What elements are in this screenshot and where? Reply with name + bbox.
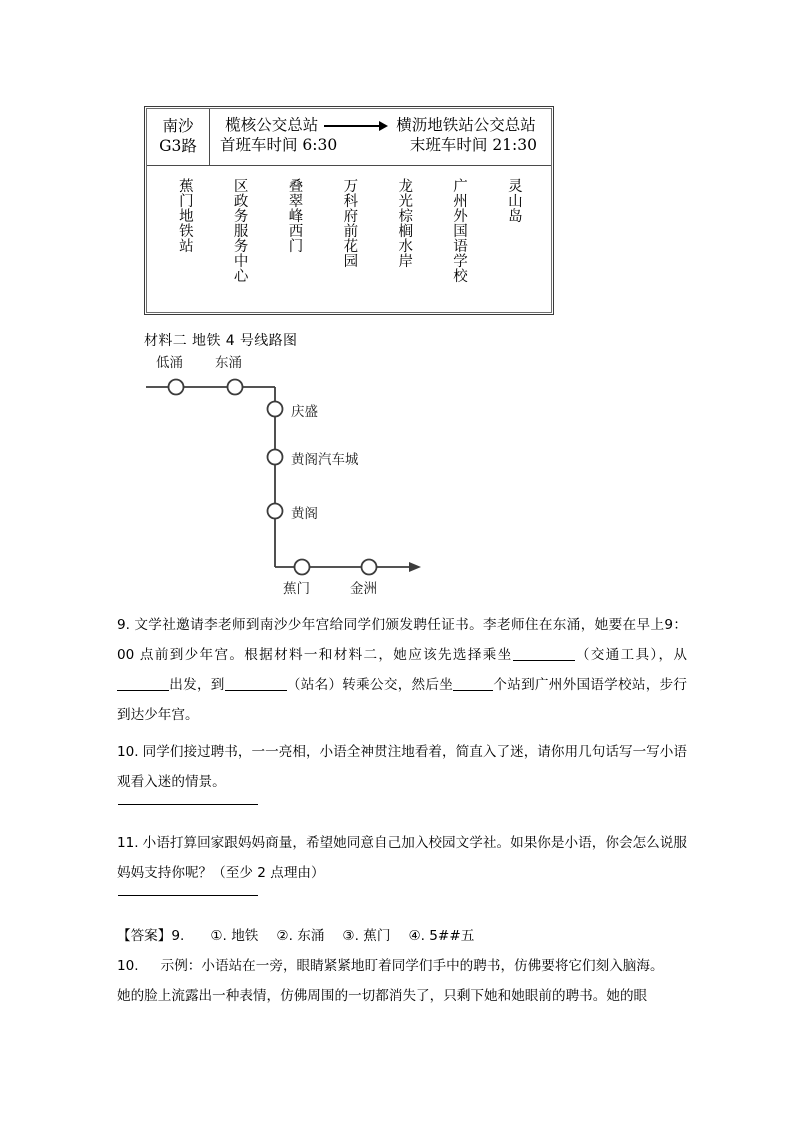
- bus-stop-item: 龙光棕榈水岸: [396, 177, 413, 268]
- metro-station-label-huangge-auto-city: 黄阁汽车城: [291, 452, 359, 468]
- answer-9-row: [117, 921, 692, 951]
- metro-line-diagram: [144, 355, 464, 595]
- bus-stop-item: 灵山岛: [505, 177, 522, 223]
- answer-10-text-line2: 她的脸上流露出一种表情，仿佛周围的一切都消失了，只剩下她和她眼前的聘书。她的眼: [117, 988, 648, 1004]
- metro-station-label-huangge: 黄阁: [291, 506, 318, 522]
- metro-station-dot: [295, 560, 310, 575]
- answer-9-item: ③. 蕉门: [342, 928, 391, 944]
- metro-line-svg: [144, 355, 464, 595]
- answer-9-item: ①. 地铁: [210, 928, 259, 944]
- metro-station-dot: [228, 380, 243, 395]
- bus-stop-item: 蕉门地铁站: [176, 177, 193, 253]
- question-10-text: 同学们接过聘书，一一亮相，小语全神贯注地看着，简直入了迷，请你用几句话写一写小语观看入迷的情景。: [117, 744, 687, 790]
- bus-stop-item: 区政务服务中心: [231, 177, 248, 283]
- question-9-number: 9.: [117, 617, 130, 633]
- answer-9-item: ④. 5##五: [408, 928, 475, 944]
- metro-station-label-dongchong: 东涌: [215, 355, 242, 371]
- question-9-text-part5: （站名）转乘公交，然后坐: [286, 677, 454, 693]
- question-11-answer-line[interactable]: [118, 895, 258, 896]
- question-9-blank-4[interactable]: [453, 690, 493, 691]
- last-bus-time: 末班车时间 21:30: [409, 136, 537, 155]
- metro-station-dot: [268, 504, 283, 519]
- bus-route-table-inner: [146, 108, 552, 313]
- question-9-text-part7: 到达少年宫。: [117, 707, 199, 723]
- bus-route-header-row: [147, 109, 551, 166]
- question-10: [117, 737, 687, 797]
- question-9-blank-2[interactable]: [117, 690, 169, 691]
- bus-times-row: [218, 135, 543, 156]
- answer-10-continuation: [117, 981, 692, 1011]
- answer-10-row: [117, 951, 692, 981]
- answer-9-number: 9.: [171, 928, 185, 944]
- answer-10-prefix: 示例：: [160, 958, 202, 974]
- question-9-text-part6: 个站到广州外国语学校站，步行: [493, 677, 688, 693]
- metro-station-dot: [268, 402, 283, 417]
- bus-route-number: G3路: [159, 137, 197, 156]
- bus-route-area: 南沙: [162, 117, 194, 135]
- metro-station-label-jiaomen: 蕉门: [283, 581, 310, 597]
- metro-station-dot: [169, 380, 184, 395]
- question-9-text-part4: 出发，到: [169, 677, 225, 693]
- metro-station-label-jinzhou: 金洲: [350, 581, 377, 597]
- bus-route-header-info: [210, 109, 551, 165]
- metro-station-label-qingsheng: 庆盛: [291, 404, 318, 420]
- bus-stop-item: 万科府前花园: [341, 177, 358, 268]
- question-9-blank-3[interactable]: [225, 690, 287, 691]
- question-11-text: 小语打算回家跟妈妈商量，希望她同意自己加入校园文学社。如果你是小语，你会怎么说服妈妈支持你呢？（至少 2 点理由）: [117, 835, 687, 881]
- material-two-caption: 材料二 地铁 4 号线路图: [144, 333, 298, 349]
- bus-route-name-cell: [147, 109, 210, 165]
- bus-origin-station: 榄核公交总站: [225, 116, 319, 134]
- bus-stops-row: [147, 166, 551, 312]
- answer-10-number: 10.: [117, 958, 139, 974]
- metro-station-dot: [362, 560, 377, 575]
- question-11-number: 11.: [117, 835, 139, 851]
- question-9-blank-1[interactable]: [513, 660, 575, 661]
- bus-stop-item: 叠翠峰西门: [286, 177, 303, 253]
- question-9-text-part1: 文学社邀请李老师到南沙少年宫给同学们颁发聘任证书。李老师住在东涌，她要在早上: [133, 617, 665, 633]
- metro-station-dot: [268, 450, 283, 465]
- question-10-answer-line[interactable]: [118, 804, 258, 805]
- answer-label: 【答案】: [117, 928, 172, 944]
- bus-destination-station: 横沥地铁站公交总站: [396, 116, 536, 134]
- question-9-text-part2: 9：00 点前到少年宫。根据材料一和材料二，她应该先选择乘坐: [117, 617, 688, 663]
- answer-section: [117, 921, 692, 1011]
- question-10-number: 10.: [117, 744, 139, 760]
- first-bus-time: 首班车时间 6:30: [220, 136, 338, 155]
- right-arrow-icon: [324, 119, 390, 131]
- question-11: [117, 828, 687, 888]
- bus-stop-item: 广州外国语学校: [451, 177, 468, 283]
- answer-9-item: ②. 东涌: [276, 928, 325, 944]
- metro-station-label-dichong: 低涌: [156, 355, 183, 371]
- question-9: [117, 610, 687, 730]
- question-9-text-part3: （交通工具），从: [574, 647, 688, 663]
- bus-route-table: [144, 106, 554, 315]
- bus-termini-row: [218, 115, 543, 135]
- answer-10-text-line1: 小语站在一旁，眼睛紧紧地盯着同学们手中的聘书，仿佛要将它们刻入脑海。: [201, 958, 664, 974]
